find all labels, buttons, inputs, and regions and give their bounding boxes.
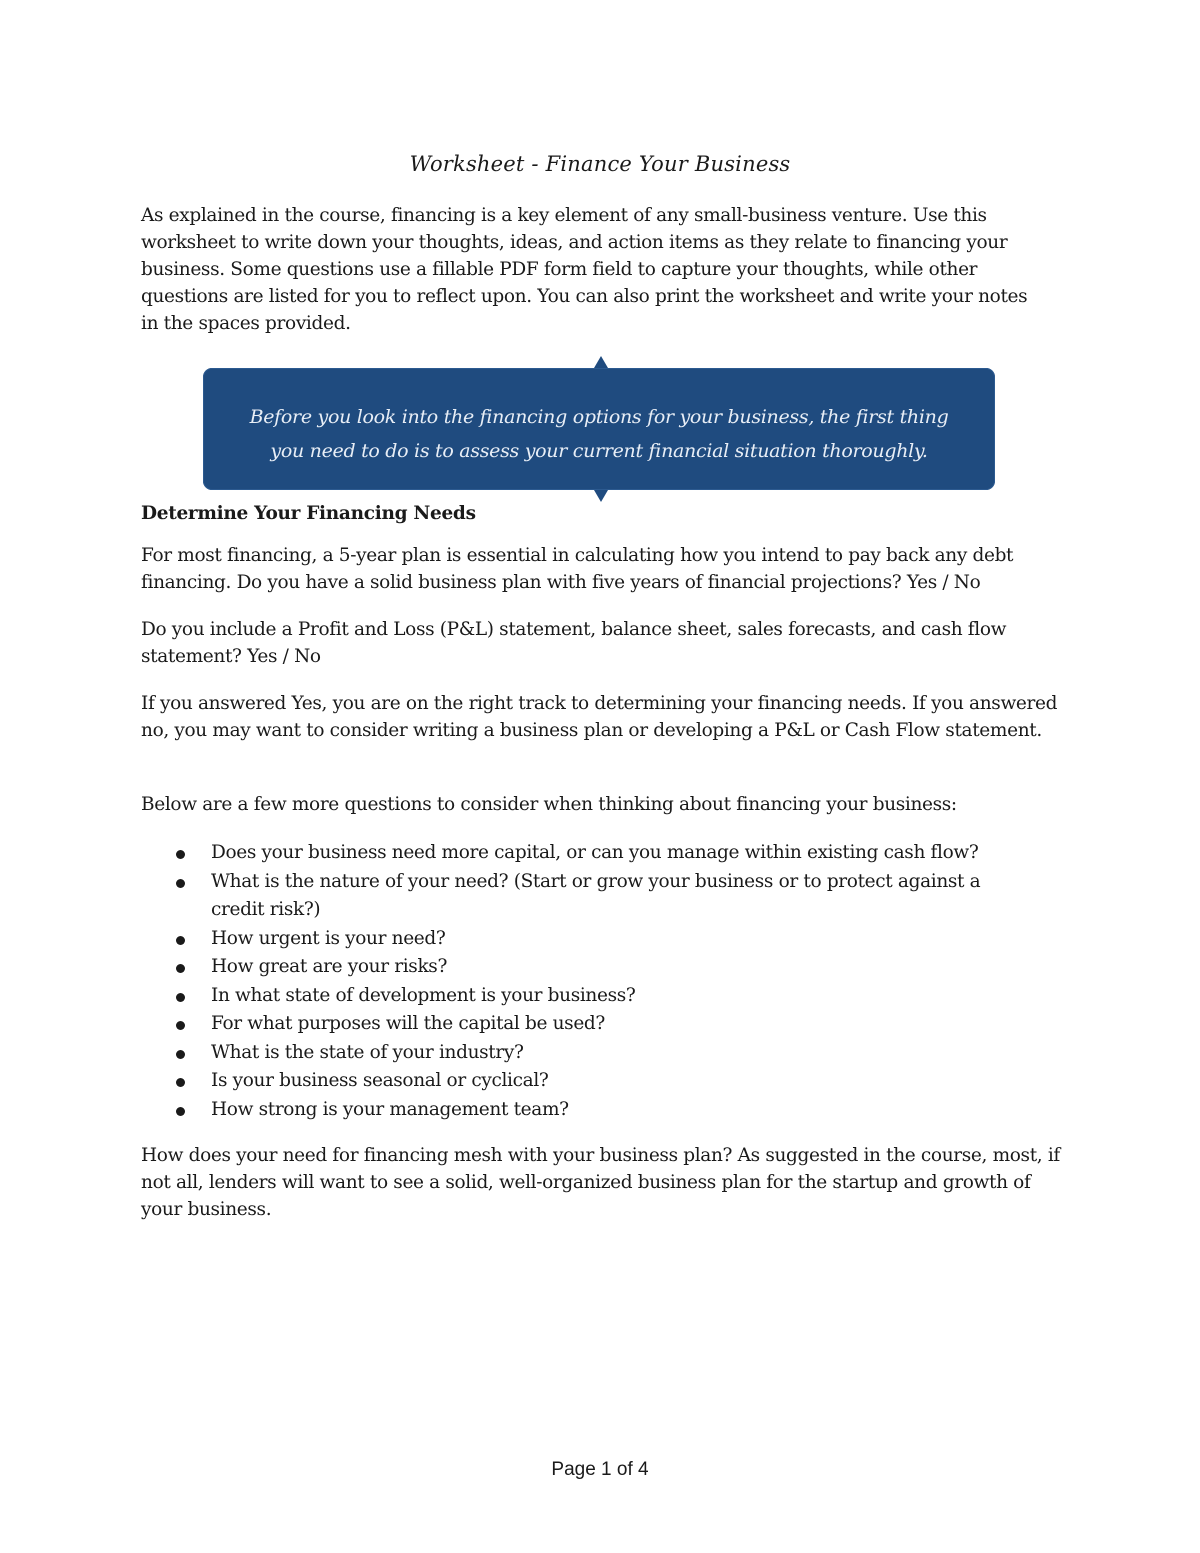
bullet-icon (176, 1021, 185, 1030)
list-item-text: What is the nature of your need? (Start or grow your business or to protect against a credit risk?) (211, 870, 981, 920)
list-item-text: How urgent is your need? (211, 927, 446, 949)
bullet-icon (176, 1050, 185, 1059)
callout-line-2: you need to do is to assess your current financial situation thoroughly. (270, 440, 928, 462)
list-item (141, 1010, 1011, 1039)
intro-paragraph: As explained in the course, financing is a key element of any small-business venture. Use this worksheet to write down your thoughts, ideas, and action items as they relate to financing your business. Some questions use a fillable PDF form field to capture your thoughts, while other questions are listed for you to reflect upon. You can also print the worksheet and write your notes in the spaces provided. (141, 205, 1028, 334)
paragraph-more-questions: Below are a few more questions to consider when thinking about financing your business: (141, 794, 957, 815)
callout-line-1: Before you look into the financing options for your business, the first thing (249, 406, 949, 428)
bullet-icon (176, 936, 185, 945)
bullet-icon (176, 879, 185, 888)
list-item (141, 1039, 1011, 1068)
bullet-icon (176, 1078, 185, 1087)
document-title: Worksheet - Finance Your Business (409, 152, 791, 176)
list-item-text: What is the state of your industry? (211, 1041, 524, 1063)
list-item-text: In what state of development is your business? (211, 984, 636, 1006)
section-heading: Determine Your Financing Needs (141, 503, 476, 524)
list-item (141, 839, 1011, 868)
paragraph-pl-statement: Do you include a Profit and Loss (P&L) statement, balance sheet, sales forecasts, and cash flow statement? Yes / No (141, 619, 1007, 667)
paragraph-answered-yes: If you answered Yes, you are on the right track to determining your financing needs. If you answered no, you may want to consider writing a business plan or developing a P&L or Cash Flow statement. (141, 693, 1058, 741)
callout-notch-top (594, 356, 608, 368)
list-item-text: For what purposes will the capital be used? (211, 1013, 605, 1034)
list-item (141, 868, 1011, 925)
list-item-text: How great are your risks? (211, 956, 448, 977)
callout-box (203, 368, 995, 490)
page-number: Page 1 of 4 (551, 1459, 649, 1480)
list-item (141, 1096, 1011, 1125)
bullet-icon (176, 993, 185, 1002)
callout-text (203, 400, 995, 468)
list-item (141, 925, 1011, 954)
list-item-text: How strong is your management team? (211, 1098, 569, 1120)
list-item (141, 1067, 1011, 1096)
closing-paragraph: How does your need for financing mesh with your business plan? As suggested in the course, most, if not all, lenders will want to see a solid, well-organized business plan for the startup and growth of your business. (141, 1145, 1060, 1220)
list-item-text: Does your business need more capital, or can you manage within existing cash flow? (211, 842, 979, 863)
list-item (141, 953, 1011, 982)
bullet-icon (176, 1107, 185, 1116)
callout-notch-bottom (594, 490, 608, 502)
bullet-icon (176, 850, 185, 859)
bullet-icon (176, 964, 185, 973)
list-item-text: Is your business seasonal or cyclical? (211, 1070, 549, 1091)
question-list (141, 839, 1061, 1124)
list-item (141, 982, 1011, 1011)
paragraph-five-year-plan: For most financing, a 5-year plan is essential in calculating how you intend to pay back any debt financing. Do you have a solid business plan with five years of financial projections? Yes / No (141, 545, 1014, 593)
